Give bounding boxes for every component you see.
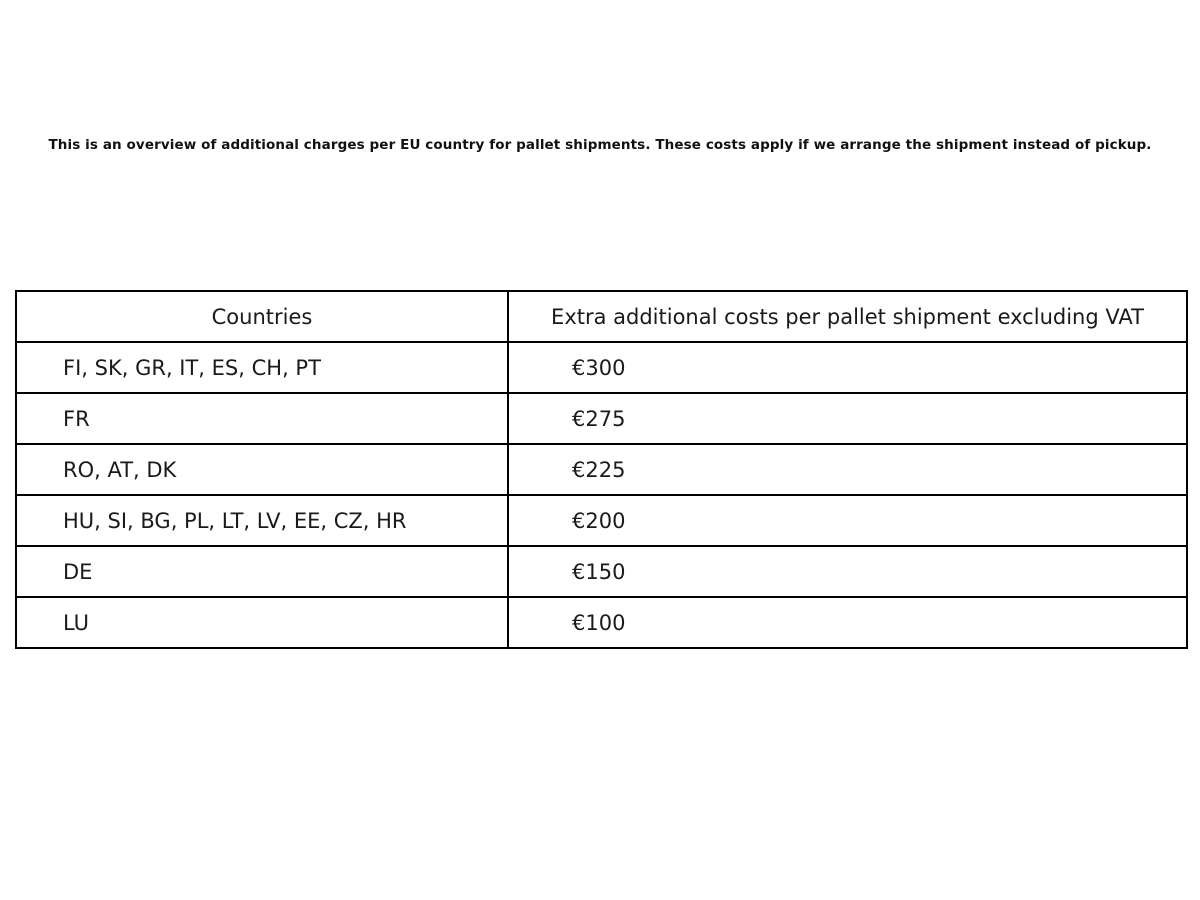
countries-cell: FR (16, 393, 508, 444)
cost-cell: €200 (508, 495, 1187, 546)
cost-cell: €225 (508, 444, 1187, 495)
table-row (16, 495, 1187, 546)
cost-cell: €275 (508, 393, 1187, 444)
cost-cell: €150 (508, 546, 1187, 597)
countries-cell: HU, SI, BG, PL, LT, LV, EE, CZ, HR (16, 495, 508, 546)
table-row (16, 393, 1187, 444)
table-row (16, 444, 1187, 495)
countries-cell: FI, SK, GR, IT, ES, CH, PT (16, 342, 508, 393)
cost-cell: €300 (508, 342, 1187, 393)
header-extra-costs: Extra additional costs per pallet shipment excluding VAT (508, 291, 1187, 342)
countries-cell: DE (16, 546, 508, 597)
cost-cell: €100 (508, 597, 1187, 648)
countries-cell: RO, AT, DK (16, 444, 508, 495)
table-row (16, 342, 1187, 393)
intro-text: This is an overview of additional charges per EU country for pallet shipments. These costs apply if we arrange the shipment instead of pickup. (48, 136, 1152, 153)
header-countries: Countries (16, 291, 508, 342)
table-row (16, 546, 1187, 597)
table-header-row (16, 291, 1187, 342)
countries-cell: LU (16, 597, 508, 648)
charges-table (15, 290, 1188, 649)
table-row (16, 597, 1187, 648)
